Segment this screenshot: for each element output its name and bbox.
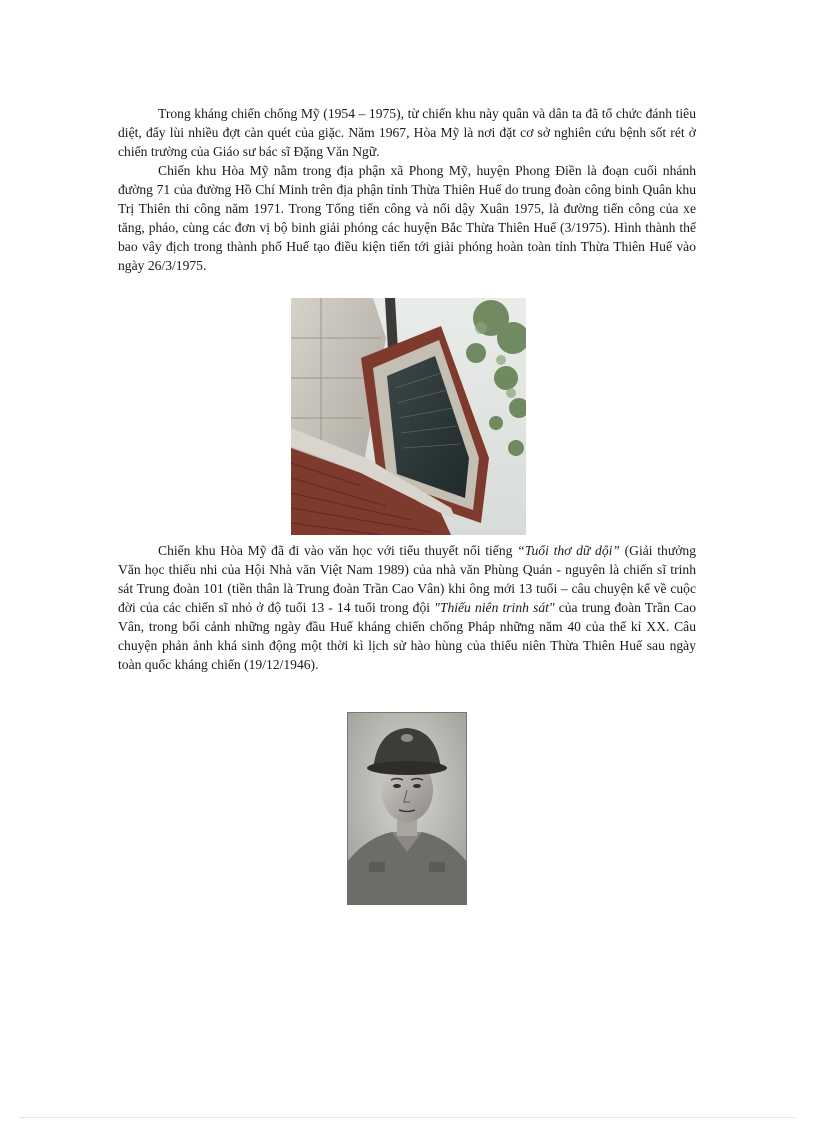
squad-name: "Thiếu niên trinh sát"	[434, 600, 555, 615]
text-block-upper	[118, 104, 696, 275]
novel-title: “Tuổi thơ dữ dội”	[517, 543, 620, 558]
memorial-illustration	[291, 298, 526, 535]
paragraph-2: Chiến khu Hòa Mỹ nằm trong địa phận xã Phong Mỹ, huyện Phong Điền là đoạn cuối nhánh đường 71 của đường Hồ Chí Minh trên địa phận tỉnh Thừa Thiên Huế do trung đoàn công binh Quân khu Trị Thiên thi công năm 1971. Trong Tổng tiến công và nổi dậy Xuân 1975, là đường tiến công của xe tăng, pháo, cùng các đơn vị bộ binh giải phóng các huyện Bắc Thừa Thiên Huế (3/1975). Hình thành thế bao vây địch trong thành phố Huế tạo điều kiện tiến tới giải phóng hoàn toàn tỉnh Thừa Thiên Huế vào ngày 26/3/1975.	[118, 163, 696, 273]
paragraph-3	[118, 541, 696, 674]
portrait-photo	[347, 712, 467, 905]
paragraph-3-middle: (Giải thưởng Văn học thiếu nhi của Hội Nhà văn Việt Nam 1989) của nhà văn Phùng Quán - nguyên là chiến sĩ trinh sát Trung đoàn 101 (tiền thân là Trung đoàn Trần Cao Vân) khi ông mới 13 tuổi – câu chuyện kể về cuộc đời của các chiến sĩ nhỏ ở độ tuổi 13 - 14 tuổi trong đội	[118, 543, 697, 615]
memorial-photo	[291, 298, 526, 535]
paragraph-3-end: của trung đoàn Trần Cao Vân, trong bối cảnh những ngày đầu Huế kháng chiến chống Pháp những năm 40 của thế kỉ XX. Câu chuyện phản ảnh khá sinh động một thời kì lịch sử hào hùng của thiếu niên Thừa Thiên Huế sau ngày toàn quốc kháng chiến (19/12/1946).	[118, 600, 696, 672]
paragraph-1: Trong kháng chiến chống Mỹ (1954 – 1975), từ chiến khu này quân và dân ta đã tổ chức đánh tiêu diệt, đẩy lùi nhiều đợt càn quét của giặc. Năm 1967, Hòa Mỹ là nơi đặt cơ sở nghiên cứu bệnh sốt rét ở chiến trường của Giáo sư bác sĩ Đặng Văn Ngữ.	[118, 106, 696, 159]
text-block-lower	[118, 541, 696, 674]
portrait-illustration	[347, 712, 467, 905]
paragraph-3-lead: Chiến khu Hòa Mỹ đã đi vào văn học với tiểu thuyết nổi tiếng	[158, 543, 518, 558]
page-bottom-border	[20, 1117, 796, 1118]
